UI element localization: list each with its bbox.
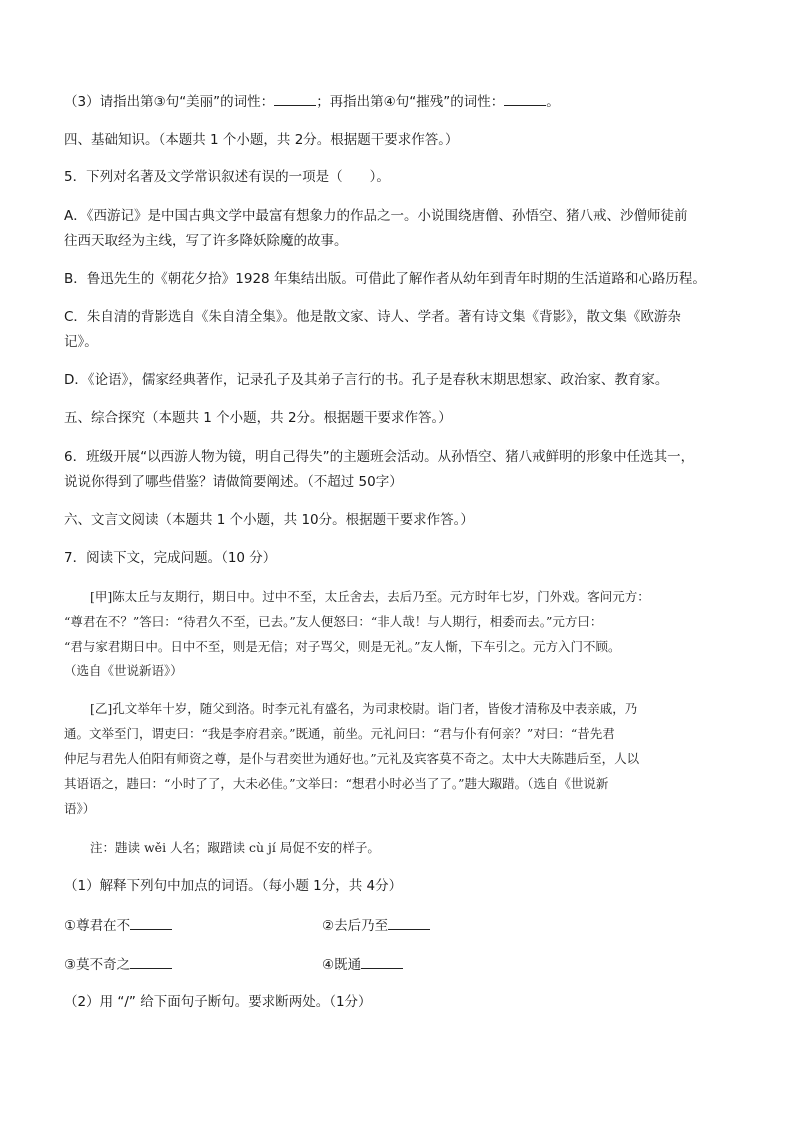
q3-middle: ；再指出第④句“摧残”的词性： xyxy=(316,94,505,110)
section-5-heading: 五、综合探究（本题共 1 个小题，共 2分。根据题干要求作答。） xyxy=(64,410,452,426)
section-4-heading: 四、基础知识。（本题共 1 个小题，共 2分。根据题干要求作答。） xyxy=(64,132,459,148)
question-7-stem: 7．阅读下文，完成问题。（10 分） xyxy=(64,550,277,566)
vocab-item-4: ④既通 xyxy=(322,957,362,973)
answer-blank[interactable] xyxy=(130,915,172,930)
passage-yi-line4: 其语语之，韪曰：“小时了了，大未必佳。”文举曰：“想君小时必当了了。”韪大踧踖。（选自《世说新 xyxy=(64,776,609,791)
question-5-stem: 5．下列对名著及文学常识叙述有误的一项是（ ）。 xyxy=(64,169,390,185)
passage-yi-line2: 通。文举至门，谓吏曰：“我是李府君亲。”既通，前坐。元礼问曰：“君与仆有何亲？”对曰：“昔先君 xyxy=(64,726,615,741)
vocab-item-2-wrap xyxy=(322,915,430,936)
option-b: B．鲁迅先生的《朝花夕拾》1928 年集结出版。可借此了解作者从幼年到青年时期的生活道路和心路历程。 xyxy=(64,271,706,287)
vocab-row-1 xyxy=(64,915,728,936)
vocab-item-4-wrap xyxy=(322,954,403,975)
passage-yi-line3: 仲尼与君先人伯阳有师资之尊，是仆与君奕世为通好也。”元礼及宾客莫不奇之。太中大夫陈韪后至，人以 xyxy=(64,751,640,766)
answer-blank[interactable] xyxy=(361,954,403,969)
option-d: D．《论语》，儒家经典著作，记录孔子及其弟子言行的书。孔子是春秋末期思想家、政治家、教育家。 xyxy=(64,372,669,388)
vocab-item-3: ③莫不奇之 xyxy=(64,957,131,973)
option-c-line1: C．朱自清的背影选自《朱自清全集》。他是散文家、诗人、学者。著有诗文集《背影》，散文集《欧游杂 xyxy=(64,309,681,325)
option-a-line2: 往西天取经为主线，写了许多降妖除魔的故事。 xyxy=(64,233,348,249)
sub-question-2: （2）用 “/” 给下面句子断句。要求断两处。（1分） xyxy=(64,994,372,1010)
answer-blank[interactable] xyxy=(274,91,316,106)
vocab-item-2: ②去后乃至 xyxy=(322,918,389,934)
option-c-line2: 记》。 xyxy=(64,334,98,350)
passage-jia-line1: [甲]陈太丘与友期行，期日中。过中不至，太丘舍去，去后乃至。元方时年七岁，门外戏。客问元方： xyxy=(90,589,650,604)
passage-jia-line2: “尊君在不？”答曰：“待君久不至，已去。”友人便怒曰：“非人哉！与人期行，相委而去。”元方曰： xyxy=(64,614,603,629)
sub-question-1: （1）解释下列句中加点的词语。（每小题 1分，共 4分） xyxy=(64,878,403,894)
q3-prefix: （3）请指出第③句“美丽”的词性： xyxy=(64,94,275,110)
vocab-row-2 xyxy=(64,954,728,975)
passage-jia-source: （选自《世说新语》） xyxy=(64,663,183,678)
question-3-part xyxy=(64,91,728,112)
section-6-heading: 六、文言文阅读（本题共 1 个小题，共 10分。根据题干要求作答。） xyxy=(64,512,474,528)
question-6-line2: 说说你得到了哪些借鉴？请做简要阐述。（不超过 50字） xyxy=(64,474,403,490)
answer-blank[interactable] xyxy=(130,954,172,969)
q3-suffix: 。 xyxy=(546,94,560,110)
passage-yi-line5: 语》） xyxy=(64,801,96,816)
passage-jia-line3: “君与家君期日中。日中不至，则是无信；对子骂父，则是无礼。”友人惭，下车引之。元方入门不顾。 xyxy=(64,639,621,654)
passage-note: 注：韪读 wěi 人名；踧踖读 cù jí 局促不安的样子。 xyxy=(90,840,380,855)
passage-yi-line1: [乙]孔文举年十岁，随父到洛。时李元礼有盛名，为司隶校尉。诣门者，皆俊才清称及中表亲戚，乃 xyxy=(90,701,638,716)
option-a-line1: A．《西游记》是中国古典文学中最富有想象力的作品之一。小说围绕唐僧、孙悟空、猪八戒、沙僧师徒前 xyxy=(64,208,688,224)
question-6-line1: 6．班级开展“以西游人物为镜，明自己得失”的主题班会活动。从孙悟空、猪八戒鲜明的形象中任选其一， xyxy=(64,449,695,465)
answer-blank[interactable] xyxy=(504,91,546,106)
answer-blank[interactable] xyxy=(388,915,430,930)
vocab-item-1: ①尊君在不 xyxy=(64,918,131,934)
